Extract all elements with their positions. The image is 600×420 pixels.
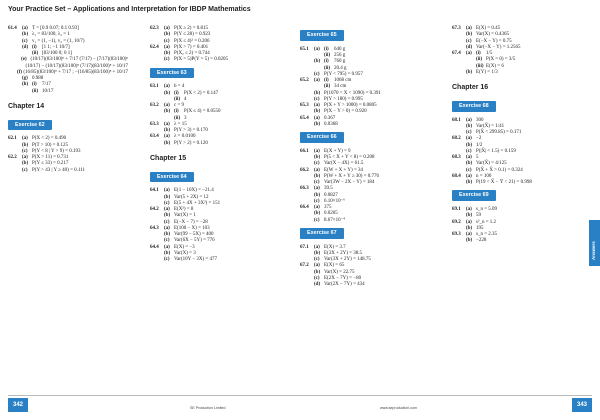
answer-text: Var(5 + 2X) = 12 <box>174 194 209 200</box>
part-label: (c) <box>314 275 320 281</box>
question-number: 61.4 <box>8 26 17 31</box>
answer-text: P(Y ≤ 28) = 0.923 <box>174 32 211 38</box>
answer-text: P(X = 5)P(Y = 5) = 0.0205 <box>174 57 228 63</box>
part-label: (a) <box>314 103 320 108</box>
part-label: (g) <box>22 76 28 81</box>
subpart-label: (i) <box>324 46 329 52</box>
part-label: (b) <box>314 173 321 179</box>
part-label: (b) <box>466 123 473 129</box>
subpart-label: (ii) <box>32 51 39 56</box>
answer-text: E(−X − Y) = 0.75 <box>476 38 512 44</box>
question-number: 66.1 <box>300 148 309 154</box>
part-label: (b) <box>466 238 473 244</box>
answer-text: 7/17 <box>42 82 51 88</box>
answer-text: s_n = 2.35 <box>476 232 498 237</box>
question-number: 62.1 <box>8 136 17 142</box>
subpart-label: (ii) <box>324 84 331 90</box>
answer-column-4 <box>452 26 577 245</box>
subpart-label: (ii) <box>32 88 39 94</box>
answer-text: 1/5 <box>486 51 493 56</box>
part-label: (b) <box>466 180 473 185</box>
part-label: (c) <box>466 38 472 44</box>
part-label: (a) <box>314 46 320 52</box>
part-label: (a) <box>164 103 170 108</box>
part-label: (a) <box>466 232 472 237</box>
question-number: 64.1 <box>150 188 159 194</box>
part-label: (b) <box>164 140 171 146</box>
answer-text: 39.5 <box>324 186 333 192</box>
answer-text: 59 <box>476 213 481 219</box>
part-label: (b) <box>314 90 321 96</box>
part-label: (c) <box>314 71 320 77</box>
answer-text: E(3X + 2Y) = 38.5 <box>324 250 362 256</box>
answer-row <box>150 257 275 263</box>
right-page-number: 343 <box>572 398 592 412</box>
side-tab-label: Answers <box>591 241 596 260</box>
answer-text: Var(99 − 5X) = 400 <box>174 232 214 237</box>
page-title: Your Practice Set – Applications and Interpretation for IBDP Mathematics <box>8 6 251 13</box>
part-label: (c) <box>466 167 472 173</box>
answer-text: E(X) = 0.45 <box>476 26 501 31</box>
question-number: 62.4 <box>150 44 159 50</box>
answer-text: E(X) = 6 <box>486 63 504 69</box>
part-label: (b) <box>22 161 29 167</box>
part-label: (a) <box>466 219 472 225</box>
answer-text: Var(3W − 2X − Y) = 184 <box>324 180 375 185</box>
answer-text: 20.4 g <box>334 65 347 71</box>
part-label: (c) <box>466 148 472 154</box>
answer-text: E(X + Y) = 9 <box>324 148 351 154</box>
answer-text: P(19 < X̄ − Ȳ < 21) = 0.998 <box>476 180 532 185</box>
question-number: 62.2 <box>8 155 17 160</box>
answer-text: E(X) = −3 <box>174 244 195 250</box>
part-label: (d) <box>314 282 321 287</box>
part-label: (b) <box>314 109 321 115</box>
answer-text: Var(10Y − 3X) = 477 <box>174 257 217 262</box>
question-number: 63.4 <box>150 134 159 140</box>
answer-text: Var(X) = 0.4365 <box>476 32 509 38</box>
part-label: (b) <box>466 225 473 231</box>
answer-row <box>300 218 425 224</box>
answer-row <box>150 141 275 147</box>
answer-text: E(100 − X) = 103 <box>174 225 210 231</box>
part-label: (c) <box>314 180 320 185</box>
part-label: (a) <box>22 26 28 31</box>
footer-divider <box>8 395 592 396</box>
answer-text: P(X̄ + X̄ > 0.1) = 0.324 <box>476 167 523 173</box>
answer-text: 0.0205 <box>324 211 338 217</box>
subpart-label: (i) <box>32 44 37 50</box>
answer-text: −2 <box>476 136 482 142</box>
question-number: 69.1 <box>452 207 461 212</box>
part-label: (b) <box>466 69 473 75</box>
part-label: (b) <box>164 213 171 219</box>
part-label: (d) <box>22 44 29 50</box>
answer-text: P(X + Y > 1000) = 0.0805 <box>324 103 377 108</box>
answer-text: 0.0827 <box>324 192 338 198</box>
answer-text: P(5 < X + Y < 8) = 0.208 <box>324 155 375 160</box>
left-page-number: 342 <box>8 398 28 412</box>
question-number: 65.3 <box>300 103 309 108</box>
subpart-label: (i) <box>324 78 329 83</box>
answer-text: P(W + X + Y ≥ 30) = 0.776 <box>324 173 380 179</box>
part-label: (b) <box>314 269 321 275</box>
exercise-header: Exercise 63 <box>150 68 194 79</box>
part-label: (b) <box>314 192 321 198</box>
answer-text: E(2X − 7Y) = −80 <box>324 275 362 281</box>
answer-text: P(Y > 180) = 0.995 <box>324 96 363 102</box>
answers-side-tab <box>589 220 600 266</box>
part-label: (a) <box>164 207 170 212</box>
part-label: (b) <box>22 142 29 148</box>
answer-text: [1 1; −1 10/7] <box>42 44 70 50</box>
answer-text: P(X > 7) = 0.401 <box>174 44 209 50</box>
answer-text: (16/85)(83/100)ⁿ + 7/17 ; −(16/85)(83/100)ⁿ + 10/17 <box>23 69 128 75</box>
subpart-label: (ii) <box>476 57 483 63</box>
part-label: (c) <box>22 167 28 173</box>
answer-text: s²_n = 1.2 <box>476 219 497 225</box>
part-label: (a) <box>164 121 170 127</box>
question-number: 64.2 <box>150 207 159 212</box>
part-label: (c) <box>314 161 320 167</box>
part-label: (a) <box>466 207 472 212</box>
answer-text: 8.67×10⁻⁴ <box>324 217 345 223</box>
part-label: (b) <box>466 161 473 167</box>
answer-row <box>300 122 425 128</box>
part-label: (a) <box>314 115 320 121</box>
answer-text: λ = 15 <box>174 121 187 127</box>
answer-text: Var(6X − 5Y) = 776 <box>174 238 215 244</box>
question-number: 69.2 <box>452 219 461 225</box>
answer-text: [83/100 0; 0 1] <box>42 51 72 56</box>
part-label: (a) <box>314 186 320 192</box>
answer-text: E(Y) = 1/3 <box>476 69 498 75</box>
answer-text: Var(X) = 3 <box>174 250 196 256</box>
part-label: (b) <box>164 90 171 96</box>
question-number: 63.1 <box>150 84 159 90</box>
part-label: (b) <box>314 155 321 160</box>
part-label: (h) <box>22 82 29 88</box>
exercise-header: Exercise 64 <box>150 172 194 183</box>
answer-text: s_n = 5.09 <box>476 207 498 212</box>
part-label: (a) <box>164 244 170 250</box>
answer-text: (10/17)(83/100)ⁿ + 7/17 (7/17) − (7/17)(83/100)ⁿ <box>30 57 128 63</box>
answer-text: P(Y ≤ 33) = 0.217 <box>32 161 69 167</box>
chapter-heading: Chapter 16 <box>452 84 489 91</box>
answer-text: 1/2 <box>476 142 483 148</box>
part-label: (a) <box>22 155 28 160</box>
part-label: (b) <box>164 51 171 56</box>
answer-row <box>8 89 128 95</box>
subpart-label: (iii) <box>476 63 484 69</box>
answer-row <box>452 180 577 186</box>
part-label: (b) <box>466 213 473 219</box>
part-label: (a) <box>314 205 320 210</box>
answer-text: Var(3X + 2Y) = 148.75 <box>324 257 371 262</box>
footer-publisher: SE Production Limited <box>190 406 226 410</box>
answer-text: 640 g <box>334 46 346 52</box>
part-label: (b) <box>314 211 321 217</box>
question-number: 65.2 <box>300 78 309 83</box>
answer-text: 375 <box>324 205 332 210</box>
answer-text: 0.0368 <box>324 121 338 127</box>
subpart-label: (i) <box>32 82 37 88</box>
part-label: (c) <box>164 38 170 44</box>
part-label: (a) <box>466 51 472 56</box>
part-label: (a) <box>164 225 170 231</box>
answer-text: P(X ≤ 4)² = 0.206 <box>174 38 210 44</box>
answer-text: P(Y > 43 | Y ≥ 40) = 0.111 <box>32 167 86 173</box>
answer-text: P(Y < 795) = 0.957 <box>324 71 363 77</box>
answer-text: E(5 + 4X + 3X²) = 151 <box>174 200 221 206</box>
part-label: (a) <box>22 136 28 142</box>
answer-text: P(Y < 8 | Y > 9) = 0.193 <box>32 148 81 154</box>
subpart-label: (i) <box>324 59 329 65</box>
question-number: 63.3 <box>150 121 159 127</box>
question-number: 63.2 <box>150 103 159 108</box>
question-number: 67.1 <box>300 244 309 250</box>
answer-text: P(X ≤ 4) = 0.0550 <box>184 109 221 115</box>
answer-text: 195 <box>476 225 484 231</box>
part-label: (a) <box>466 117 472 123</box>
answer-text: b = 4 <box>174 84 185 90</box>
chapter-heading: Chapter 15 <box>150 154 187 162</box>
part-label: (c) <box>164 57 170 63</box>
answer-text: 5 <box>476 155 479 160</box>
question-number: 67.3 <box>452 26 461 31</box>
part-label: (c) <box>314 198 320 204</box>
part-label: (a) <box>314 148 320 154</box>
part-label: (b) <box>164 32 171 38</box>
answer-text: P(|X̄| < 1.5) = 0.159 <box>476 148 516 154</box>
answer-text: P(X ≥ 2) = 0.815 <box>174 26 209 31</box>
part-label: (b) <box>164 250 171 256</box>
question-number: 65.4 <box>300 115 309 121</box>
answer-text: P(Y > 2) = 0.120 <box>174 140 208 146</box>
answer-text: 4 <box>184 96 187 102</box>
part-label: (a) <box>314 167 320 173</box>
question-number: 68.1 <box>452 117 461 123</box>
chapter-heading: Chapter 14 <box>8 102 45 110</box>
part-label: (a) <box>164 44 170 50</box>
answer-row <box>150 57 275 63</box>
question-number: 66.4 <box>300 205 309 210</box>
answer-text: λ₁ = 83/100, λ₂ = 1 <box>32 32 70 38</box>
subpart-label: (ii) <box>324 53 331 58</box>
exercise-header: Exercise 65 <box>300 30 344 41</box>
part-label: (b) <box>466 32 473 38</box>
part-label: (e) <box>21 57 27 63</box>
part-label: (c) <box>314 217 320 223</box>
answer-text: P(X > 11) = 0.731 <box>32 155 69 160</box>
part-label: (a) <box>164 188 170 194</box>
part-label: (a) <box>466 136 472 142</box>
part-label: (c) <box>164 200 170 206</box>
question-number: 64.4 <box>150 244 159 250</box>
answer-text: P(X = 0) = 3/5 <box>486 57 516 63</box>
subpart-label: (ii) <box>174 96 181 102</box>
question-number: 68.3 <box>452 155 461 160</box>
part-label: (a) <box>314 263 320 269</box>
part-label: (b) <box>466 142 473 148</box>
answer-text: P(X < 2) = 0.490 <box>32 136 67 142</box>
part-label: (b) <box>314 59 321 65</box>
subpart-label: (i) <box>174 109 179 115</box>
answer-text: P(1070 < X < 1090) = 0.391 <box>324 90 381 96</box>
part-label: (c) <box>164 238 170 244</box>
footer-website: www.seproduction.com <box>380 406 417 410</box>
part-label: (f) <box>16 69 22 75</box>
answer-text: 300 <box>476 117 484 123</box>
part-label: (a) <box>314 244 320 250</box>
answer-text: 34 cm <box>334 84 347 90</box>
part-label: (c) <box>22 148 28 154</box>
answer-row <box>300 282 425 288</box>
answer-text: 10/17 <box>42 88 54 94</box>
answer-text: Var(X) = 22.75 <box>324 269 355 275</box>
answer-text: Var(X̄) = 4/125 <box>476 161 507 167</box>
answer-text: P(X < 2) = 0.147 <box>184 90 219 96</box>
question-number: 66.2 <box>300 167 309 173</box>
part-label: (c) <box>314 257 320 262</box>
answer-text: 1068 cm <box>334 78 352 83</box>
exercise-header: Exercise 68 <box>452 101 496 112</box>
answer-text: E(X) = 3.7 <box>324 244 346 250</box>
part-label: (b) <box>314 250 321 256</box>
answer-text: T = [0.9 0.07; 0.1 0.93] <box>32 26 79 31</box>
part-label: (a) <box>164 134 170 140</box>
subpart-label: (i) <box>476 51 481 56</box>
answer-text: P(Y > 3) = 0.170 <box>174 128 208 133</box>
question-number: 69.3 <box>452 232 461 237</box>
exercise-header: Exercise 69 <box>452 190 496 201</box>
question-number: 62.3 <box>150 26 159 31</box>
answer-column-1 <box>8 26 128 174</box>
answer-text: (10/17) − (10/17)(83/100)ⁿ (7/17)(83/100)ⁿ + 10/17 <box>25 63 128 69</box>
answer-text: 0.367 <box>324 115 336 121</box>
subpart-label: (ii) <box>324 65 331 71</box>
answer-row <box>8 168 128 174</box>
subpart-label: (i) <box>174 90 179 96</box>
part-label: (d) <box>466 44 473 50</box>
answer-text: E(W + X + Y) = 34 <box>324 167 364 173</box>
answer-text: 0.988 <box>32 76 44 81</box>
answer-column-2 <box>150 26 275 263</box>
question-number: 68.2 <box>452 136 461 142</box>
part-label: (a) <box>164 26 170 31</box>
answer-text: E(1 − 10X) = −21.4 <box>174 188 214 194</box>
question-number: 67.4 <box>452 51 461 56</box>
answer-text: P(X̄ < 299.85) = 0.171 <box>476 130 522 135</box>
answer-column-3 <box>300 26 425 288</box>
answer-text: Var(X) = 1 <box>174 213 196 219</box>
part-label: (b) <box>164 232 171 237</box>
answer-text: n = 100 <box>476 173 492 179</box>
question-number: 68.4 <box>452 173 461 179</box>
answer-text: P(T > 10) = 0.125 <box>32 142 68 148</box>
question-number: 67.2 <box>300 263 309 269</box>
part-label: (a) <box>314 78 320 83</box>
part-label: (b) <box>164 109 171 115</box>
answer-text: E(−X − 7) = −28 <box>174 219 208 225</box>
question-number: 65.1 <box>300 46 309 52</box>
answer-text: 3 <box>184 115 187 121</box>
answer-text: λ = 0.0100 <box>174 134 196 140</box>
answer-text: Var(X − 4X) = 61.5 <box>324 161 364 167</box>
part-label: (b) <box>164 128 171 133</box>
answer-text: P(X − Y > 0) = 0.920 <box>324 109 367 115</box>
question-number: 64.3 <box>150 225 159 231</box>
answer-text: v₁ = (1, −1), v₂ = (1, 10/7) <box>32 38 85 44</box>
answer-text: Var(X̄) = 1/41 <box>476 123 505 129</box>
part-label: (b) <box>314 121 321 127</box>
answer-text: 6.10×10⁻⁶ <box>324 198 345 204</box>
part-label: (c) <box>164 257 170 262</box>
exercise-header: Exercise 62 <box>8 120 52 131</box>
part-label: (c) <box>466 130 472 135</box>
part-label: (b) <box>22 32 29 38</box>
part-label: (a) <box>164 84 170 90</box>
part-label: (a) <box>466 173 472 179</box>
answer-text: E(X²) = 8 <box>174 207 194 212</box>
answer-text: Var(2X − 7Y) = 434 <box>324 282 365 287</box>
exercise-header: Exercise 67 <box>300 228 344 239</box>
exercise-header: Exercise 66 <box>300 132 344 143</box>
answer-text: 256 g <box>334 53 346 58</box>
part-label: (c) <box>22 38 28 44</box>
answer-text: −228 <box>476 238 487 244</box>
answer-text: P(X₂ ≤ 2) = 0.744 <box>174 51 210 56</box>
part-label: (c) <box>314 96 320 102</box>
answer-text: 760 g <box>334 59 346 65</box>
subpart-label: (ii) <box>174 115 181 121</box>
answer-row <box>452 70 577 76</box>
part-label: (a) <box>466 26 472 31</box>
question-number: 66.3 <box>300 186 309 192</box>
answer-text: E(X) = 65 <box>324 263 345 269</box>
part-label: (a) <box>466 155 472 160</box>
answer-text: c = 9 <box>174 103 185 108</box>
answer-text: Var(−X − Y) = 1.2565 <box>476 44 521 50</box>
part-label: (c) <box>164 219 170 225</box>
answer-row <box>452 238 577 244</box>
part-label: (b) <box>164 194 171 200</box>
